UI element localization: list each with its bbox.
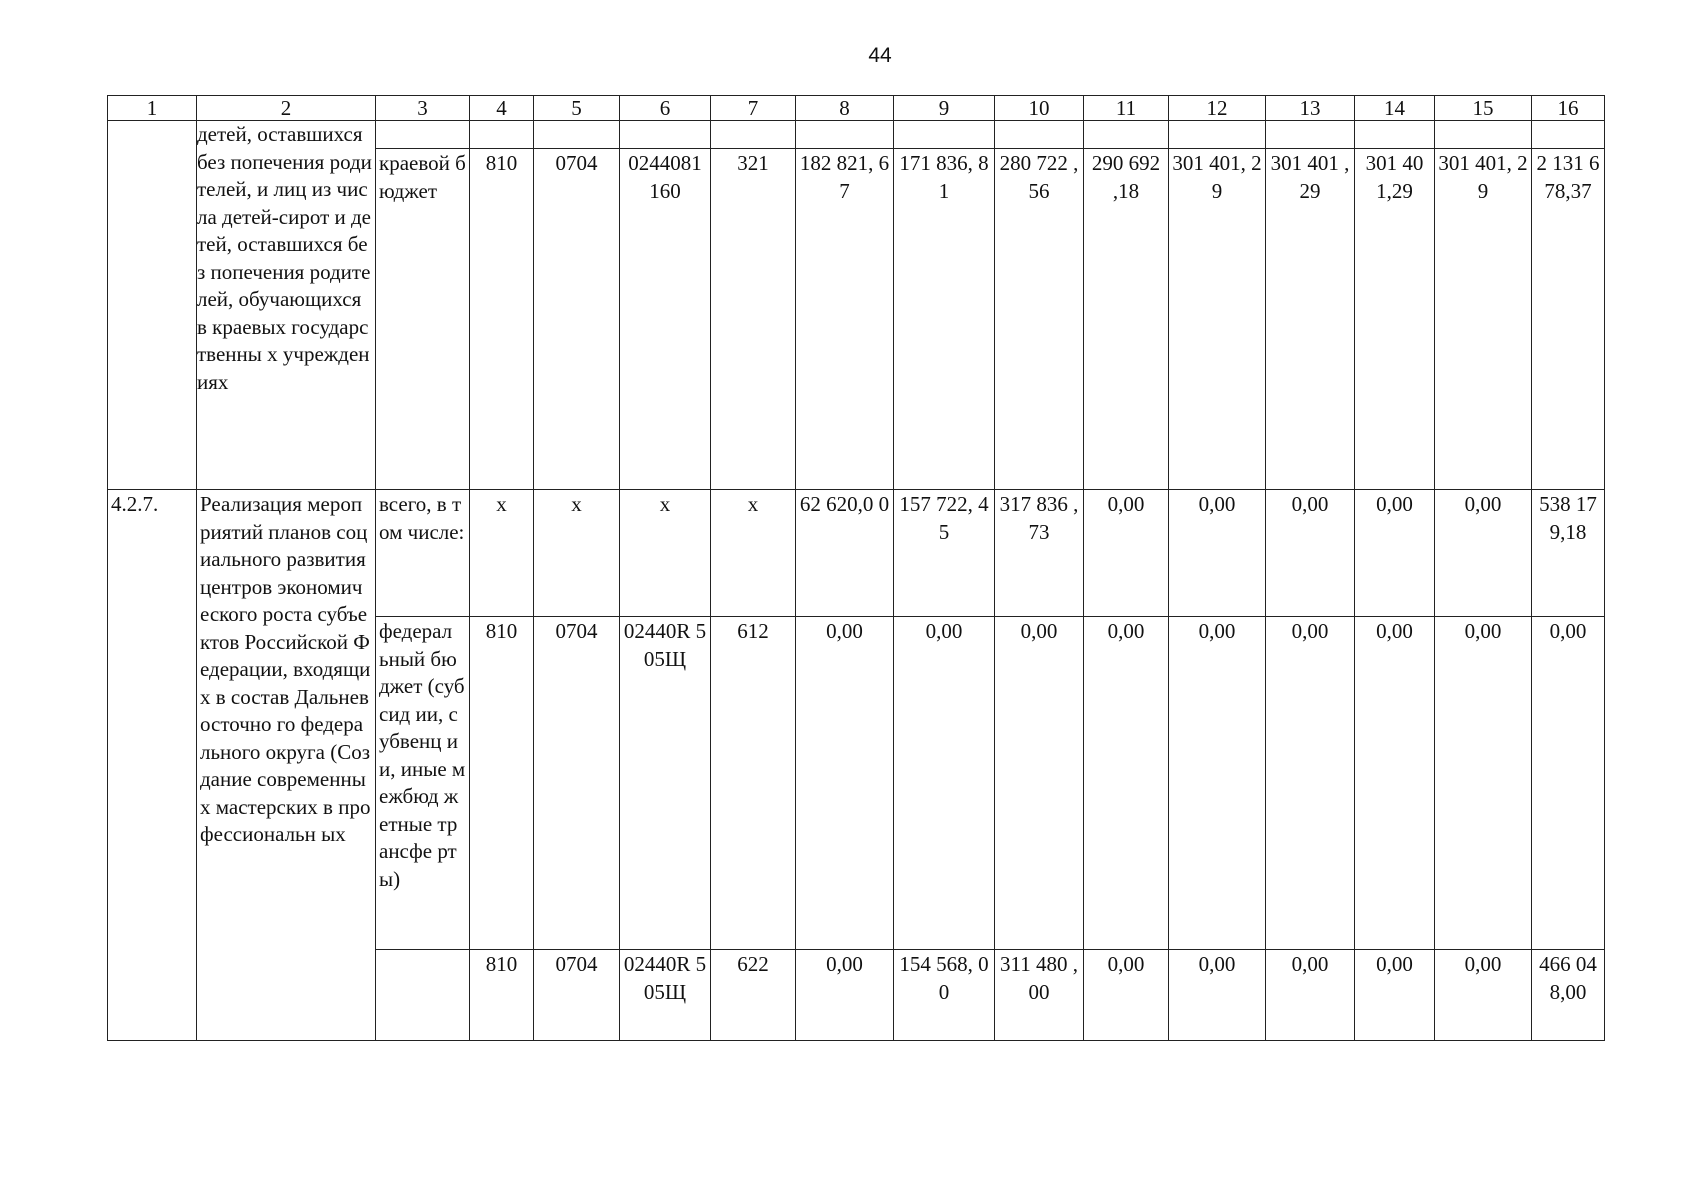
cell-col10: 311 480 ,00 bbox=[995, 950, 1084, 1041]
cell-col10: 317 836 ,73 bbox=[995, 490, 1084, 617]
empty-cell bbox=[894, 121, 995, 149]
cell-col7: 612 bbox=[711, 617, 796, 950]
cell-col8: 0,00 bbox=[796, 950, 894, 1041]
cell-col11: 0,00 bbox=[1084, 950, 1169, 1041]
cell-col6: x bbox=[620, 490, 711, 617]
cell-col14: 301 40 1,29 bbox=[1355, 149, 1435, 490]
empty-cell bbox=[711, 121, 796, 149]
empty-cell bbox=[376, 121, 470, 149]
empty-cell bbox=[1169, 121, 1266, 149]
cell-col15: 0,00 bbox=[1435, 617, 1532, 950]
cell-col6: 0244081 160 bbox=[620, 149, 711, 490]
empty-cell bbox=[470, 121, 534, 149]
header-cell: 9 bbox=[894, 96, 995, 121]
cell-col12: 0,00 bbox=[1169, 950, 1266, 1041]
cell-col12: 0,00 bbox=[1169, 617, 1266, 950]
cell-col16: 2 131 6 78,37 bbox=[1532, 149, 1605, 490]
empty-cell bbox=[995, 121, 1084, 149]
cell-col9: 0,00 bbox=[894, 617, 995, 950]
measure-name: Реализация мероприятий планов социального развития центров экономического роста субъектов Российской Федерации, входящих в состав Дальневосточно го федерального округа (Создание современных мастерских в профессиональн ых bbox=[197, 490, 376, 1041]
cell-col14: 0,00 bbox=[1355, 490, 1435, 617]
header-row bbox=[108, 96, 1605, 121]
empty-cell bbox=[1084, 121, 1169, 149]
header-cell: 8 bbox=[796, 96, 894, 121]
header-cell: 2 bbox=[197, 96, 376, 121]
measure-name: детей, оставшихся без попечения родителей, и лиц из числа детей-сирот и детей, оставшихся без попечения родителей, обучающихся в краевых государственны х учреждениях bbox=[197, 121, 376, 490]
header-cell: 15 bbox=[1435, 96, 1532, 121]
empty-cell bbox=[1266, 121, 1355, 149]
cell-col5: 0704 bbox=[534, 617, 620, 950]
table-row bbox=[108, 490, 1605, 617]
cell-col11: 290 692 ,18 bbox=[1084, 149, 1169, 490]
cell-col4: x bbox=[470, 490, 534, 617]
cell-col9: 171 836, 81 bbox=[894, 149, 995, 490]
cell-col6: 02440R 505Щ bbox=[620, 950, 711, 1041]
cell-col5: x bbox=[534, 490, 620, 617]
cell-col15: 0,00 bbox=[1435, 950, 1532, 1041]
empty-cell bbox=[1532, 121, 1605, 149]
cell-col7: x bbox=[711, 490, 796, 617]
cell-col8: 0,00 bbox=[796, 617, 894, 950]
cell-col8: 62 620,0 0 bbox=[796, 490, 894, 617]
funding-source: краевой бюджет bbox=[376, 149, 470, 490]
budget-table bbox=[107, 95, 1605, 1041]
spacer-row bbox=[108, 121, 1605, 149]
cell-col5: 0704 bbox=[534, 950, 620, 1041]
cell-col13: 0,00 bbox=[1266, 617, 1355, 950]
header-cell: 14 bbox=[1355, 96, 1435, 121]
row-id bbox=[108, 121, 197, 490]
header-cell: 6 bbox=[620, 96, 711, 121]
cell-col8: 182 821, 67 bbox=[796, 149, 894, 490]
cell-col13: 301 401 ,29 bbox=[1266, 149, 1355, 490]
cell-col7: 622 bbox=[711, 950, 796, 1041]
cell-col15: 301 401, 29 bbox=[1435, 149, 1532, 490]
cell-col12: 0,00 bbox=[1169, 490, 1266, 617]
cell-col10: 280 722 ,56 bbox=[995, 149, 1084, 490]
cell-col4: 810 bbox=[470, 617, 534, 950]
empty-cell bbox=[796, 121, 894, 149]
cell-col11: 0,00 bbox=[1084, 617, 1169, 950]
cell-col9: 154 568, 00 bbox=[894, 950, 995, 1041]
header-cell: 3 bbox=[376, 96, 470, 121]
empty-cell bbox=[620, 121, 711, 149]
empty-cell bbox=[534, 121, 620, 149]
cell-col7: 321 bbox=[711, 149, 796, 490]
row-id: 4.2.7. bbox=[108, 490, 197, 1041]
cell-col5: 0704 bbox=[534, 149, 620, 490]
header-cell: 16 bbox=[1532, 96, 1605, 121]
cell-col14: 0,00 bbox=[1355, 617, 1435, 950]
page-number: 44 bbox=[868, 44, 892, 67]
funding-source: федерал ьный бюджет (субсид ии, субвенц ии, иные межбюд жетные трансфе рты) bbox=[376, 617, 470, 950]
cell-col11: 0,00 bbox=[1084, 490, 1169, 617]
cell-col10: 0,00 bbox=[995, 617, 1084, 950]
header-cell: 1 bbox=[108, 96, 197, 121]
cell-col16: 538 17 9,18 bbox=[1532, 490, 1605, 617]
cell-col4: 810 bbox=[470, 149, 534, 490]
header-cell: 12 bbox=[1169, 96, 1266, 121]
cell-col13: 0,00 bbox=[1266, 490, 1355, 617]
header-cell: 11 bbox=[1084, 96, 1169, 121]
cell-col13: 0,00 bbox=[1266, 950, 1355, 1041]
header-cell: 10 bbox=[995, 96, 1084, 121]
header-cell: 5 bbox=[534, 96, 620, 121]
cell-col12: 301 401, 29 bbox=[1169, 149, 1266, 490]
cell-col15: 0,00 bbox=[1435, 490, 1532, 617]
empty-cell bbox=[1355, 121, 1435, 149]
header-cell: 13 bbox=[1266, 96, 1355, 121]
cell-col16: 466 04 8,00 bbox=[1532, 950, 1605, 1041]
cell-col16: 0,00 bbox=[1532, 617, 1605, 950]
funding-source: всего, в том числе: bbox=[376, 490, 470, 617]
cell-col4: 810 bbox=[470, 950, 534, 1041]
cell-col9: 157 722, 45 bbox=[894, 490, 995, 617]
cell-col6: 02440R 505Щ bbox=[620, 617, 711, 950]
empty-cell bbox=[1435, 121, 1532, 149]
header-cell: 7 bbox=[711, 96, 796, 121]
header-cell: 4 bbox=[470, 96, 534, 121]
funding-source bbox=[376, 950, 470, 1041]
cell-col14: 0,00 bbox=[1355, 950, 1435, 1041]
